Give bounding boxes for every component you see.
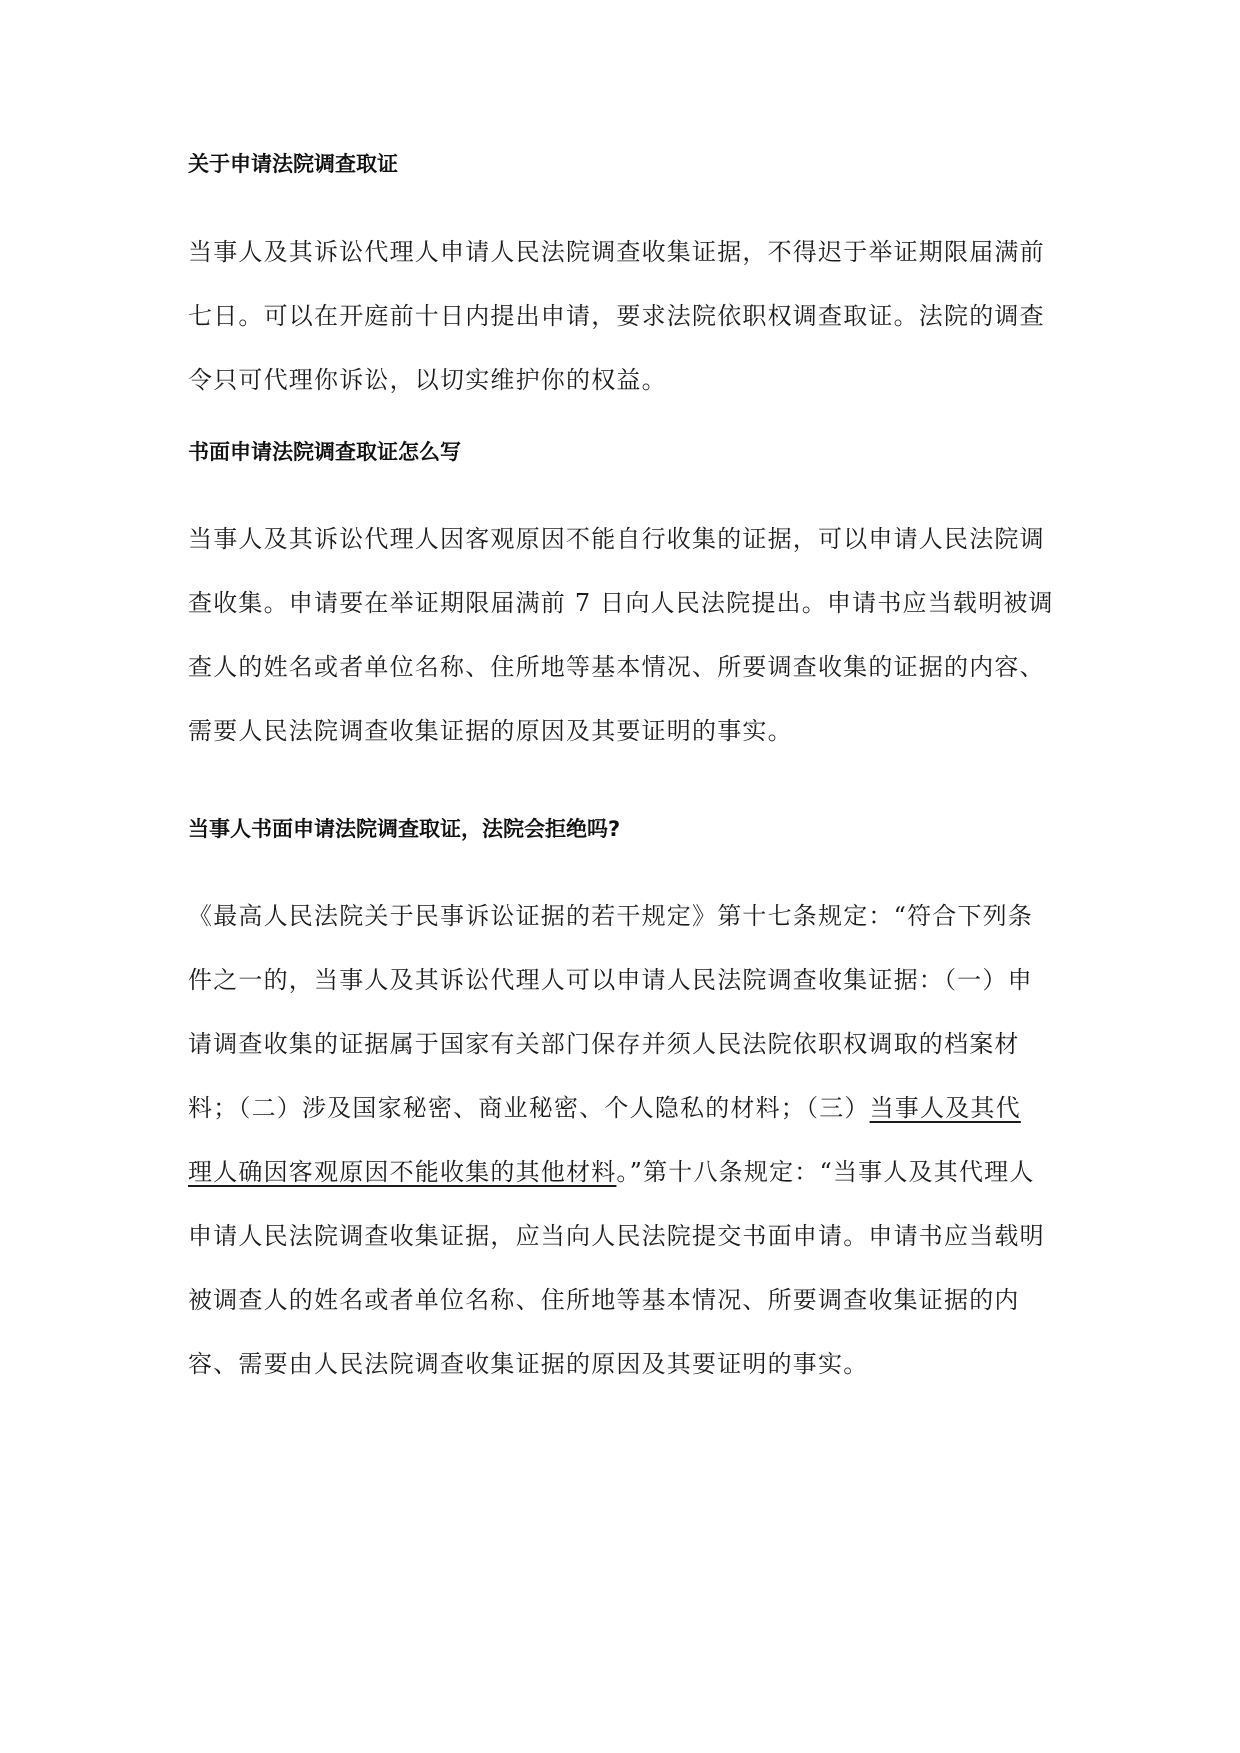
paragraph-text: 料；（二）涉及国家秘密、商业秘密、个人隐私的材料；（三） [188, 1094, 870, 1122]
paragraph-line: 容、需要由人民法院调查收集证据的原因及其要证明的事实。 [188, 1350, 869, 1378]
section-paragraph-1 [188, 220, 1068, 412]
paragraph-line [188, 1140, 1068, 1204]
section-heading-1: 关于申请法院调查取证 [188, 152, 398, 176]
underlined-text: 当事人及其代 [869, 1094, 1021, 1122]
section-paragraph-2 [188, 507, 1068, 763]
underlined-text: 理人确因客观原因不能收集的其他材料 [188, 1158, 617, 1186]
paragraph-line: 令只可代理你诉讼，以切实维护你的权益。 [188, 366, 667, 394]
paragraph-line: 件之一的，当事人及其诉讼代理人可以申请人民法院调查收集证据：（一）申 [188, 966, 1033, 994]
section-paragraph-3 [188, 884, 1068, 1396]
paragraph-line: 需要人民法院调查收集证据的原因及其要证明的事实。 [188, 717, 793, 745]
section-heading-3: 当事人书面申请法院调查取证，法院会拒绝吗? [188, 817, 621, 841]
paragraph-text: 。”第十八条规定：“当事人及其代理人 [616, 1158, 1035, 1186]
section-heading-2: 书面申请法院调查取证怎么写 [188, 440, 461, 464]
paragraph-line: 查人的姓名或者单位名称、住所地等基本情况、所要调查收集的证据的内容、 [188, 653, 1045, 681]
paragraph-line: 申请人民法院调查收集证据，应当向人民法院提交书面申请。申请书应当载明 [188, 1222, 1045, 1250]
paragraph-line: 当事人及其诉讼代理人因客观原因不能自行收集的证据，可以申请人民法院调 [188, 525, 1045, 553]
paragraph-line: 当事人及其诉讼代理人申请人民法院调查收集证据，不得迟于举证期限届满前 [188, 238, 1045, 266]
paragraph-line: 《最高人民法院关于民事诉讼证据的若干规定》第十七条规定：“符合下列条 [188, 902, 1034, 930]
paragraph-line: 七日。可以在开庭前十日内提出申请，要求法院依职权调查取证。法院的调查 [188, 302, 1045, 330]
paragraph-line: 被调查人的姓名或者单位名称、住所地等基本情况、所要调查收集证据的内 [188, 1286, 1020, 1314]
paragraph-line [188, 1076, 1068, 1140]
paragraph-line: 请调查收集的证据属于国家有关部门保存并须人民法院依职权调取的档案材 [188, 1030, 1020, 1058]
paragraph-line: 查收集。申请要在举证期限届满前 7 日向人民法院提出。申请书应当载明被调 [188, 589, 1054, 617]
